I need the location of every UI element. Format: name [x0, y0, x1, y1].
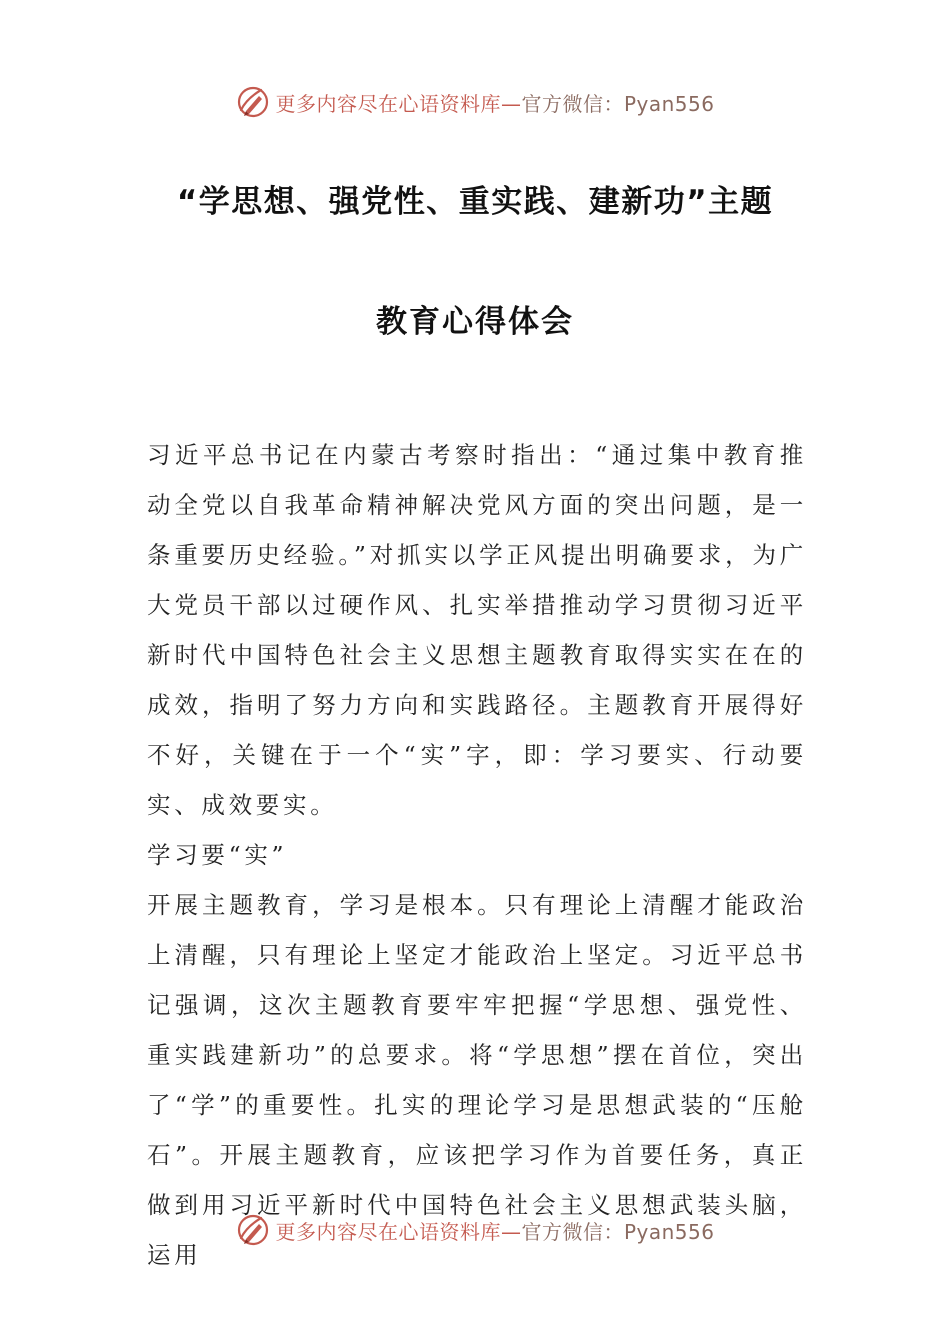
body-paragraph: 开展主题教育，学习是根本。只有理论上清醒才能政治上清醒，只有理论上坚定才能政治上坚定。习近平总书记强调，这次主题教育要牢牢把握“学思想、强党性、重实践建新功”的总要求。将“学思想”摆在首位，突出了“学”的重要性。扎实的理论学习是思想武装的“压舱石”。开展主题教育，应该把学习作为首要任务，真正做到用习近平新时代中国特色社会主义思想武装头脑，运用 — [147, 891, 807, 1269]
banner-wechat-text: 官方微信：Pyan556 — [521, 91, 715, 116]
pen-circle-logo-icon — [235, 84, 271, 120]
banner-text — [275, 88, 714, 117]
document-title-line-1: “学思想、强党性、重实践、建新功”主题 — [176, 184, 774, 220]
footer-banner — [0, 1208, 950, 1252]
banner-text — [275, 1216, 714, 1245]
section-heading: 学习要“实” — [147, 841, 288, 869]
banner-promo-text: 更多内容尽在心语资料库— — [275, 1219, 522, 1244]
document-title-line-2: 教育心得体会 — [376, 304, 574, 340]
banner-promo-text: 更多内容尽在心语资料库— — [275, 91, 522, 116]
header-banner — [0, 80, 950, 124]
banner-wechat-text: 官方微信：Pyan556 — [521, 1219, 715, 1244]
pen-circle-logo-icon — [235, 1212, 271, 1248]
document-body — [147, 430, 807, 1280]
body-paragraph: 习近平总书记在内蒙古考察时指出：“通过集中教育推动全党以自我革命精神解决党风方面的突出问题，是一条重要历史经验。”对抓实以学正风提出明确要求，为广大党员干部以过硬作风、扎实举措推动学习贯彻习近平新时代中国特色社会主义思想主题教育取得实实在在的成效，指明了努力方向和实践路径。主题教育开展得好不好，关键在于一个“实”字，即：学习要实、行动要实、成效要实。 — [147, 441, 807, 819]
